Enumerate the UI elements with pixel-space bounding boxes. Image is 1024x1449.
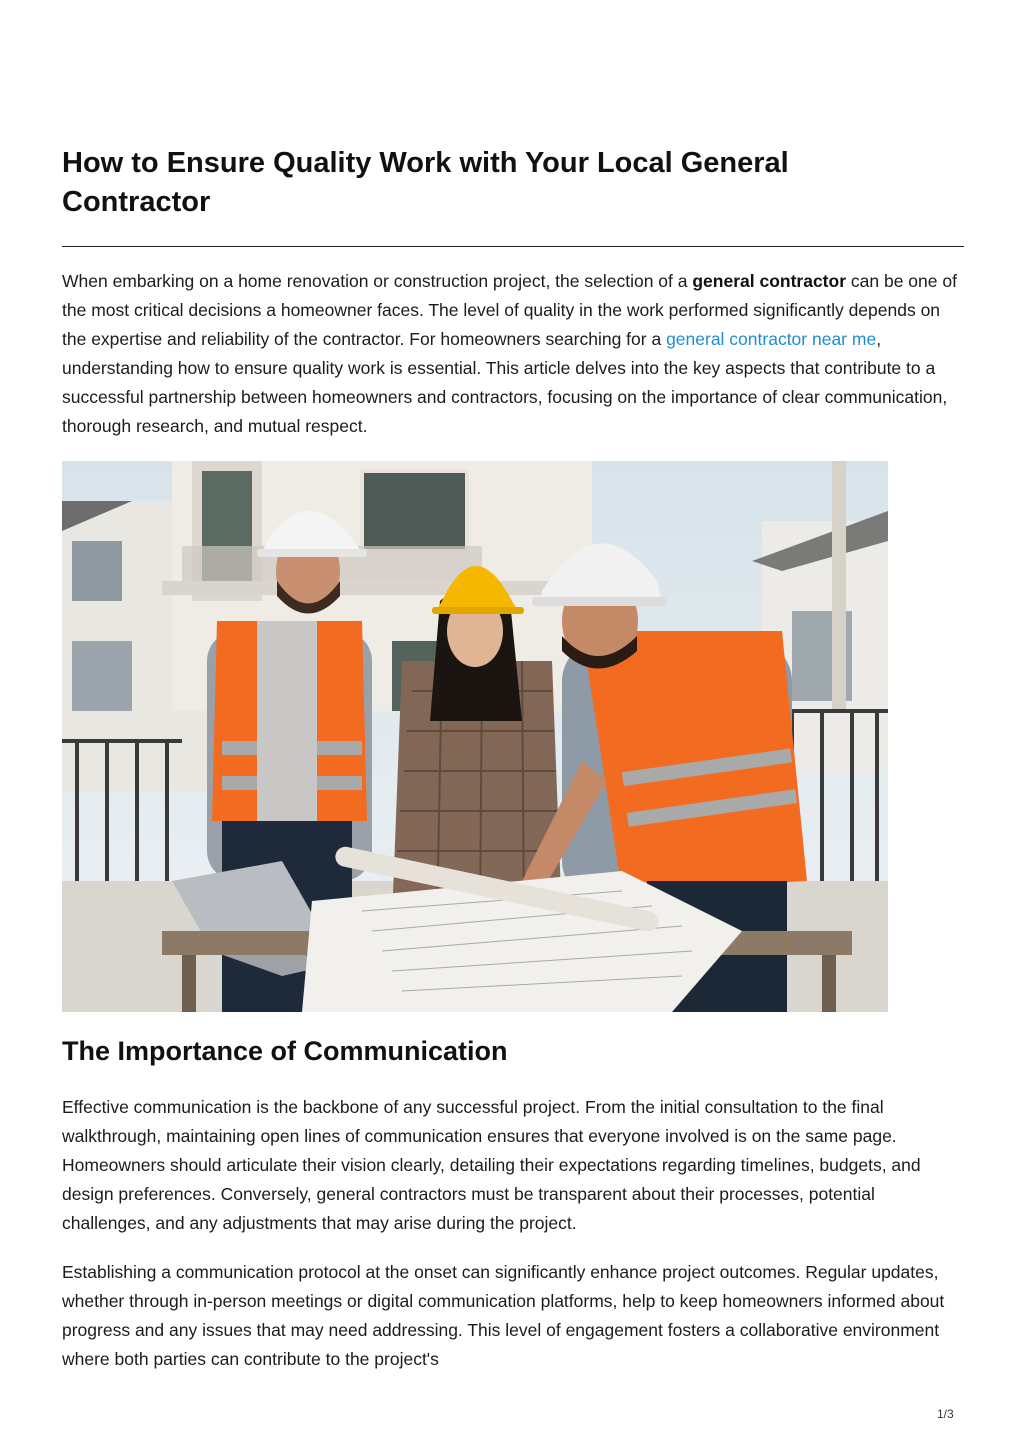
intro-text-3: , understanding how to ensure quality work is essential. This article delves into the key aspects that contribute to a successful partnership between homeowners and contractors, focusing on the importance of clear communication, thorough research, and mutual respect. bbox=[62, 329, 948, 436]
photo-illustration bbox=[62, 461, 888, 1012]
communication-paragraph-1: Effective communication is the backbone of any successful project. From the initial consultation to the final walkthrough, maintaining open lines of communication ensures that everyone involved is on the same page. Homeowners should articulate their vision clearly, detailing their expectations regarding timelines, budgets, and design preferences. Conversely, general contractors must be transparent about their processes, potential challenges, and any adjustments that may arise during the project. bbox=[62, 1097, 921, 1233]
title-divider bbox=[62, 246, 964, 247]
intro-paragraph bbox=[62, 267, 957, 441]
page-number: 1/3 bbox=[937, 1407, 954, 1421]
communication-paragraph-2: Establishing a communication protocol at the onset can significantly enhance project outcomes. Regular updates, whether through in-person meetings or digital communication platforms, help to keep homeowners informed about progress and any issues that may need addressing. This level of engagement fosters a collaborative environment where both parties can contribute to the project's bbox=[62, 1262, 945, 1369]
section-heading-communication: The Importance of Communication bbox=[62, 1036, 508, 1066]
intro-text-2: can be one of the most critical decisions a homeowner faces. The level of quality in the work performed significantly depends on the expertise and reliability of the contractor. For homeowners searching for a bbox=[62, 271, 957, 349]
intro-bold-term: general contractor bbox=[692, 271, 847, 291]
intro-text-1: When embarking on a home renovation or construction project, the selection of a bbox=[62, 271, 693, 291]
construction-team-photo bbox=[62, 461, 888, 1012]
article-title: How to Ensure Quality Work with Your Local General Contractor bbox=[62, 147, 789, 218]
general-contractor-link[interactable]: general contractor near me bbox=[666, 329, 877, 349]
